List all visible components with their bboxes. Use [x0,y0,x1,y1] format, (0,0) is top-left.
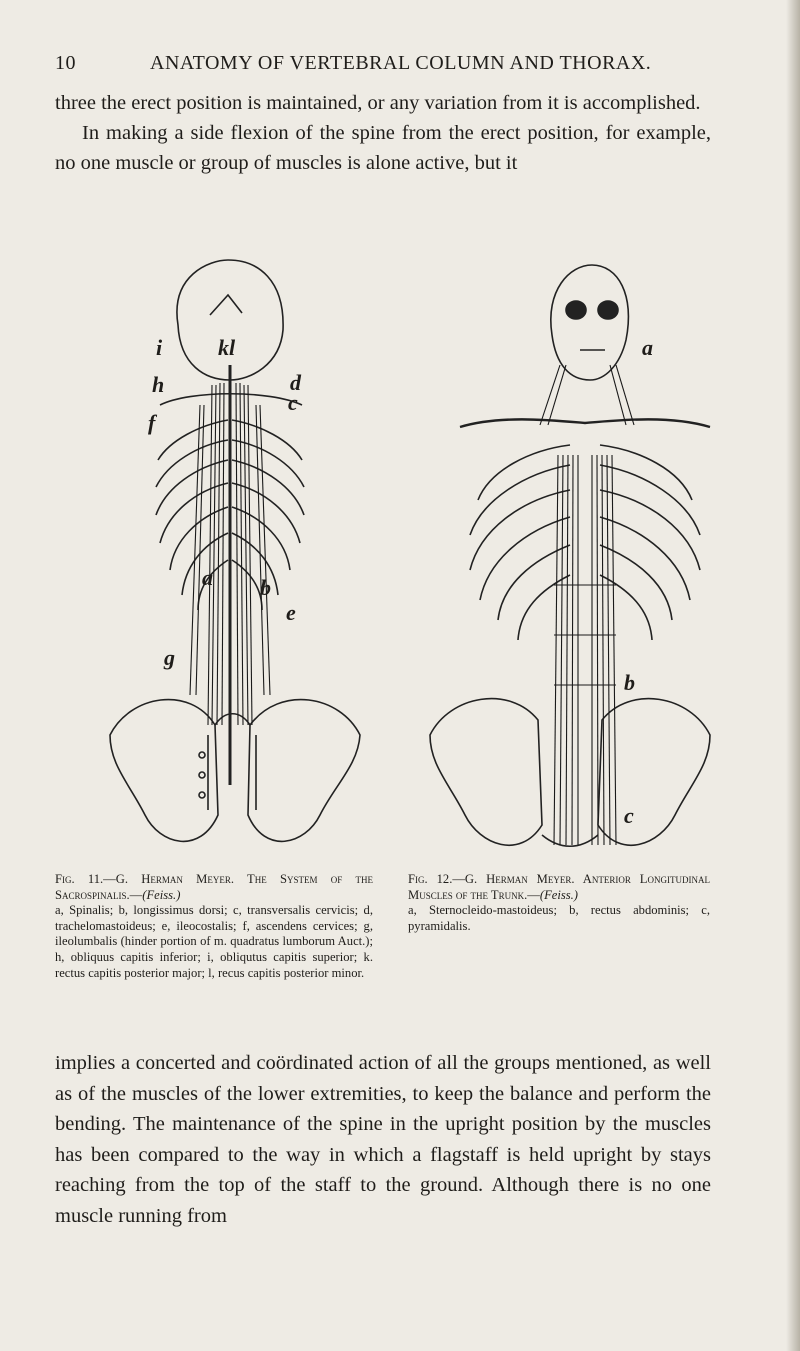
paragraph-2: In making a side flexion of the spine from the erect position, for example, no one muscle or group of muscles is alone active, but it [55,122,711,174]
skull-outline [177,260,283,380]
fig11-caption-title: Fig. 11.—G. Herman Meyer. The System of the Sacrospinalis.— [55,872,373,902]
figure-11-illustration [90,255,400,865]
skull-outline [551,265,629,380]
fig11-caption-source: (Feiss.) [142,887,181,902]
fig12-caption-body: a, Sternocleido-mastoideus; b, rectus abdominis; c, pyramidalis. [408,903,710,933]
running-head [55,52,715,78]
figure-12-illustration [420,255,720,865]
fig11-label-f: f [148,410,156,435]
fig11-label-d: d [290,370,301,395]
fig12-label-b: b [624,670,635,695]
fig11-label-i: i [156,335,163,360]
fig12-label-a: a [642,335,653,360]
pelvis-left [110,700,218,842]
fig12-caption-source: (Feiss.) [539,887,578,902]
fig11-label-g: g [164,645,175,670]
fig11-label-a: a [202,565,213,590]
clavicles [460,419,710,427]
fig11-label-h: h [152,372,165,397]
fig12-caption-title: Fig. 12.—G. Herman Meyer. Anterior Longitudinal Muscles of the Trunk.— [408,872,710,902]
text-block-bottom [55,1048,711,1231]
fig11-label-e: e [286,600,296,625]
paragraph-1: three the erect position is maintained, or any variation from it is accomplished. [55,92,701,114]
figure-12-caption [408,872,710,934]
page-edge-shadow [786,0,800,1351]
page-number: 10 [55,52,76,74]
figure-12-drawing [420,255,720,865]
fig11-label-b: b [260,575,271,600]
running-title: ANATOMY OF VERTEBRAL COLUMN AND THORAX. [150,52,652,74]
paragraph-3: implies a concerted and coördinated action of all the groups mentioned, as well as of the muscles of the lower extremities, to keep the balance and perform the bending. The maintenance of the spine in the upright position by the muscles has been compared to the way in which a flagstaff is held upright by stays reaching from the top of the staff to the ground. Although there is no one muscle running from [55,1052,711,1227]
fig11-caption-body: a, Spinalis; b, longissimus dorsi; c, transversalis cervicis; d, trachelomastoideus; e, ileocostalis; f, ascendens cervices; g, ileolumbalis (hinder portion of m. quadratus lumborum Auct.); h, obliquus capitis inferior; i, obliqutus capitis superior; k. rectus capitis posterior major; l, recus capitis posterior minor. [55,903,373,980]
pelvis-right [248,700,360,842]
pelvis-left [430,699,542,846]
fig12-label-c: c [624,803,634,828]
figure-11-caption [55,872,373,981]
text-block-top [55,88,711,178]
fig11-label-kl: kl [218,335,236,360]
anterior-muscles [540,365,634,845]
fig11-label-c: c [288,390,298,415]
figure-11-drawing [90,255,400,865]
